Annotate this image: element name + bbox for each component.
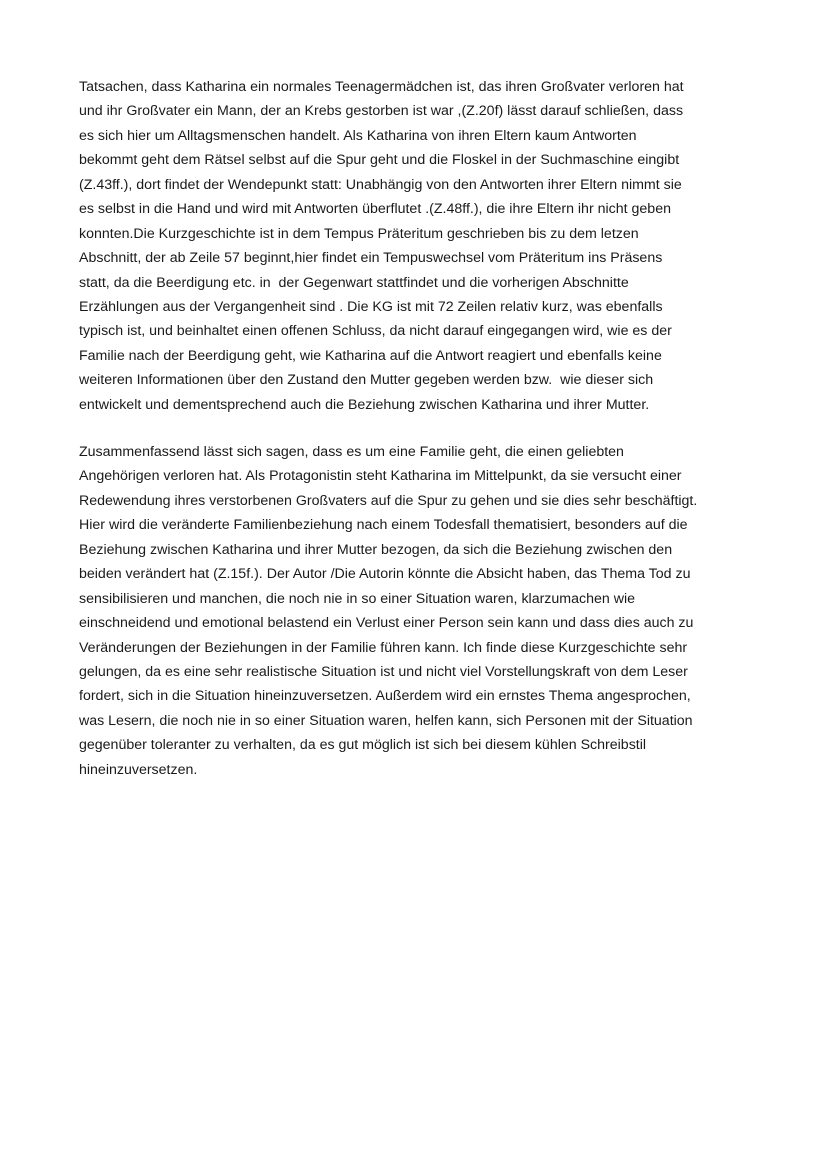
text-line: hineinzuversetzen. [79, 761, 198, 778]
text-line: Familie nach der Beerdigung geht, wie Katharina auf die Antwort reagiert und ebenfalls keine [79, 347, 662, 364]
text-line: es sich hier um Alltagsmenschen handelt. Als Katharina von ihren Eltern kaum Antworten [79, 127, 637, 144]
text-line: entwickelt und dementsprechend auch die Beziehung zwischen Katharina und ihrer Mutter. [79, 396, 650, 413]
text-line: Veränderungen der Beziehungen in der Familie führen kann. Ich finde diese Kurzgeschichte sehr [79, 639, 688, 656]
text-line: Erzählungen aus der Vergangenheit sind . Die KG ist mit 72 Zeilen relativ kurz, was ebenfalls [79, 298, 663, 315]
text-line: beiden verändert hat (Z.15f.). Der Autor /Die Autorin könnte die Absicht haben, das Thema Tod zu [79, 566, 691, 583]
text-line: was Lesern, die noch nie in so einer Situation waren, helfen kann, sich Personen mit der Situation [79, 712, 693, 729]
text-line: fordert, sich in die Situation hineinzuversetzen. Außerdem wird ein ernstes Thema angesprochen, [79, 688, 691, 705]
text-line: gelungen, da es eine sehr realistische Situation ist und nicht viel Vorstellungskraft von dem Leser [79, 663, 688, 680]
text-line: typisch ist, und beinhaltet einen offenen Schluss, da nicht darauf eingegangen wird, wie es der [79, 323, 672, 340]
text-line: gegenüber toleranter zu verhalten, da es gut möglich ist sich bei diesem kühlen Schreibstil [79, 737, 647, 754]
text-line: Beziehung zwischen Katharina und ihrer Mutter bezogen, da sich die Beziehung zwischen den [79, 541, 673, 558]
text-line: sensibilisieren und manchen, die noch nie in so einer Situation waren, klarzumachen wie [79, 590, 635, 607]
text-line: Angehörigen verloren hat. Als Protagonistin steht Katharina im Mittelpunkt, da sie versucht einer [79, 468, 682, 485]
text-line: konnten.Die Kurzgeschichte ist in dem Tempus Präteritum geschrieben bis zu dem letzen [79, 225, 639, 242]
text-line: Hier wird die veränderte Familienbeziehung nach einem Todesfall thematisiert, besonders auf die [79, 517, 688, 534]
text-line: Zusammenfassend lässt sich sagen, dass es um eine Familie geht, die einen geliebten [79, 444, 624, 460]
text-line: es selbst in die Hand und wird mit Antworten überflutet .(Z.48ff.), die ihre Eltern ihr nicht geben [79, 201, 671, 218]
text-line: und ihr Großvater ein Mann, der an Krebs gestorben ist war ,(Z.20f) lässt darauf schließen, dass [79, 103, 684, 120]
text-line: bekommt geht dem Rätsel selbst auf die Spur geht und die Floskel in der Suchmaschine eingibt [79, 152, 680, 169]
text-line: statt, da die Beerdigung etc. in der Gegenwart stattfindet und die vorherigen Abschnitte [79, 274, 629, 291]
text-line: einschneidend und emotional belastend ein Verlust einer Person sein kann und dass dies auch zu [79, 615, 694, 632]
text-line: weiteren Informationen über den Zustand den Mutter gegeben werden bzw. wie dieser sich [79, 372, 654, 389]
paragraph-analysis [79, 75, 764, 417]
paragraph-conclusion [79, 440, 764, 782]
text-line: Redewendung ihres verstorbenen Großvaters auf die Spur zu gehen und sie dies sehr beschäftigt. [79, 492, 698, 509]
text-line: Abschnitt, der ab Zeile 57 beginnt,hier findet ein Tempuswechsel vom Präteritum ins Präsens [79, 250, 663, 267]
text-line: Tatsachen, dass Katharina ein normales Teenagermädchen ist, das ihren Großvater verloren hat [79, 79, 684, 95]
text-line: (Z.43ff.), dort findet der Wendepunkt statt: Unabhängig von den Antworten ihrer Eltern nimmt sie [79, 176, 682, 193]
